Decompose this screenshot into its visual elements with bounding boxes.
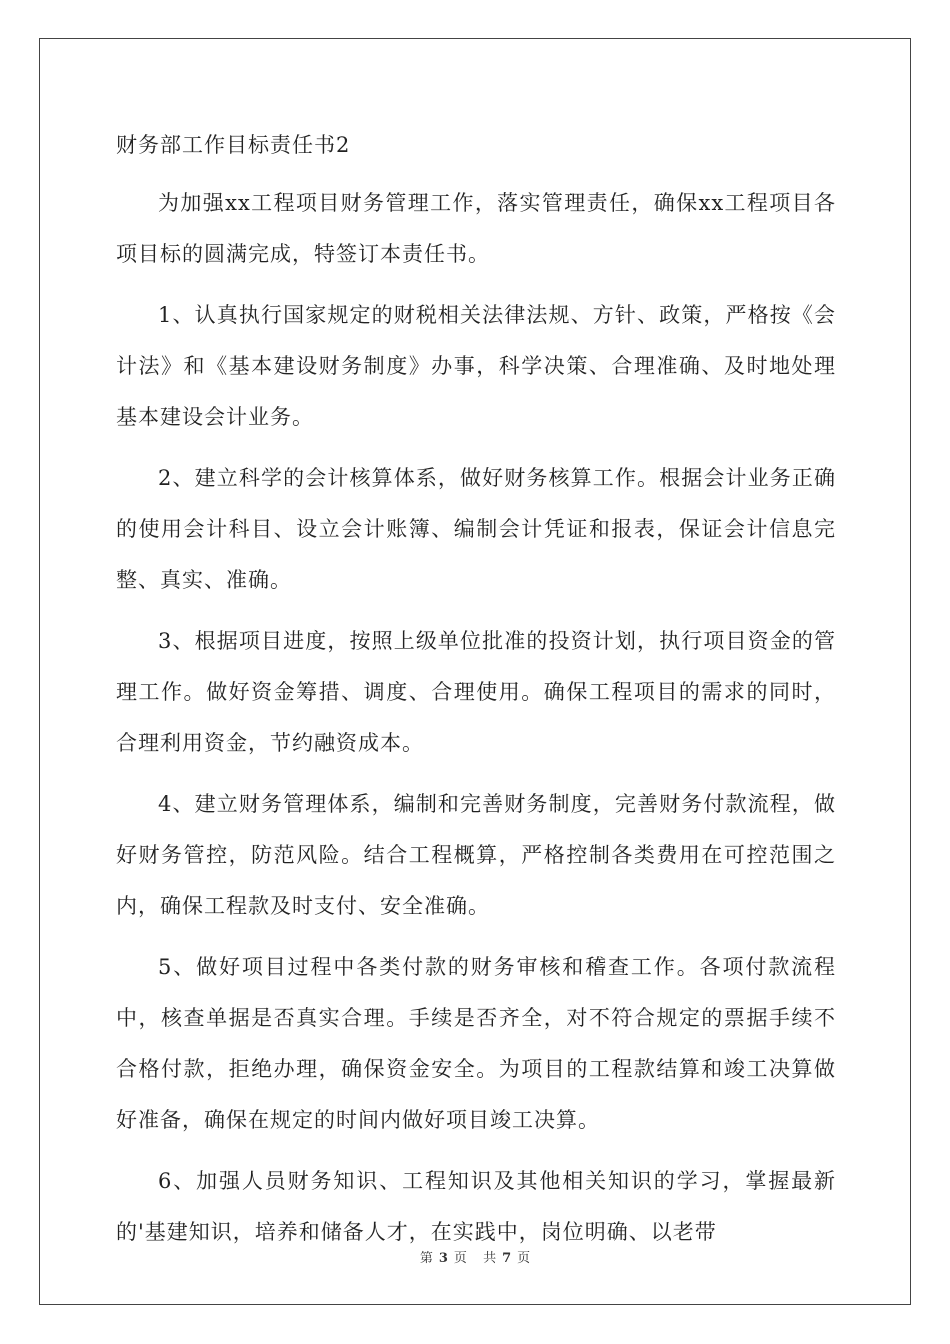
paragraph-item-4: 4、建立财务管理体系，编制和完善财务制度，完善财务付款流程，做好财务管控，防范风险。结合工程概算，严格控制各类费用在可控范围之内，确保工程款及时支付、安全准确。 [116, 792, 836, 918]
total-pages-number: 7 [502, 1251, 512, 1266]
paragraph-item-6: 6、加强人员财务知识、工程知识及其他相关知识的学习，掌握最新的'基建知识，培养和储备人才，在实践中，岗位明确、以老带 [116, 1169, 836, 1244]
page-indicator [417, 1251, 470, 1266]
paragraph-item-2: 2、建立科学的会计核算体系，做好财务核算工作。根据会计业务正确的使用会计科目、设立会计账簿、编制会计凭证和报表，保证会计信息完整、真实、准确。 [116, 466, 836, 592]
paragraph-item-5: 5、做好项目过程中各类付款的财务审核和稽查工作。各项付款流程中，核查单据是否真实合理。手续是否齐全，对不符合规定的票据手续不合格付款，拒绝办理，确保资金安全。为项目的工程款结算和竣工决算做好准备，确保在规定的时间内做好项目竣工决算。 [116, 955, 836, 1132]
paragraph-item-1: 1、认真执行国家规定的财税相关法律法规、方针、政策，严格按《会计法》和《基本建设财务制度》办事，科学决策、合理准确、及时地处理基本建设会计业务。 [116, 303, 836, 429]
document-body [116, 128, 836, 1268]
total-suffix: 页 [517, 1251, 531, 1266]
paragraph-item-3: 3、根据项目进度，按照上级单位批准的投资计划，执行项目资金的管理工作。做好资金筹措、调度、合理使用。确保工程项目的需求的同时，合理利用资金，节约融资成本。 [116, 629, 836, 755]
document-title: 财务部工作目标责任书2 [116, 133, 351, 157]
page-number: 3 [438, 1251, 448, 1266]
total-prefix: 共 [483, 1251, 497, 1266]
page-footer [0, 1247, 950, 1266]
page-suffix: 页 [453, 1251, 467, 1266]
total-pages-indicator [480, 1251, 533, 1266]
paragraph-intro: 为加强xx工程项目财务管理工作，落实管理责任，确保xx工程项目各项目标的圆满完成，特签订本责任书。 [116, 191, 836, 266]
page-prefix: 第 [419, 1251, 433, 1266]
